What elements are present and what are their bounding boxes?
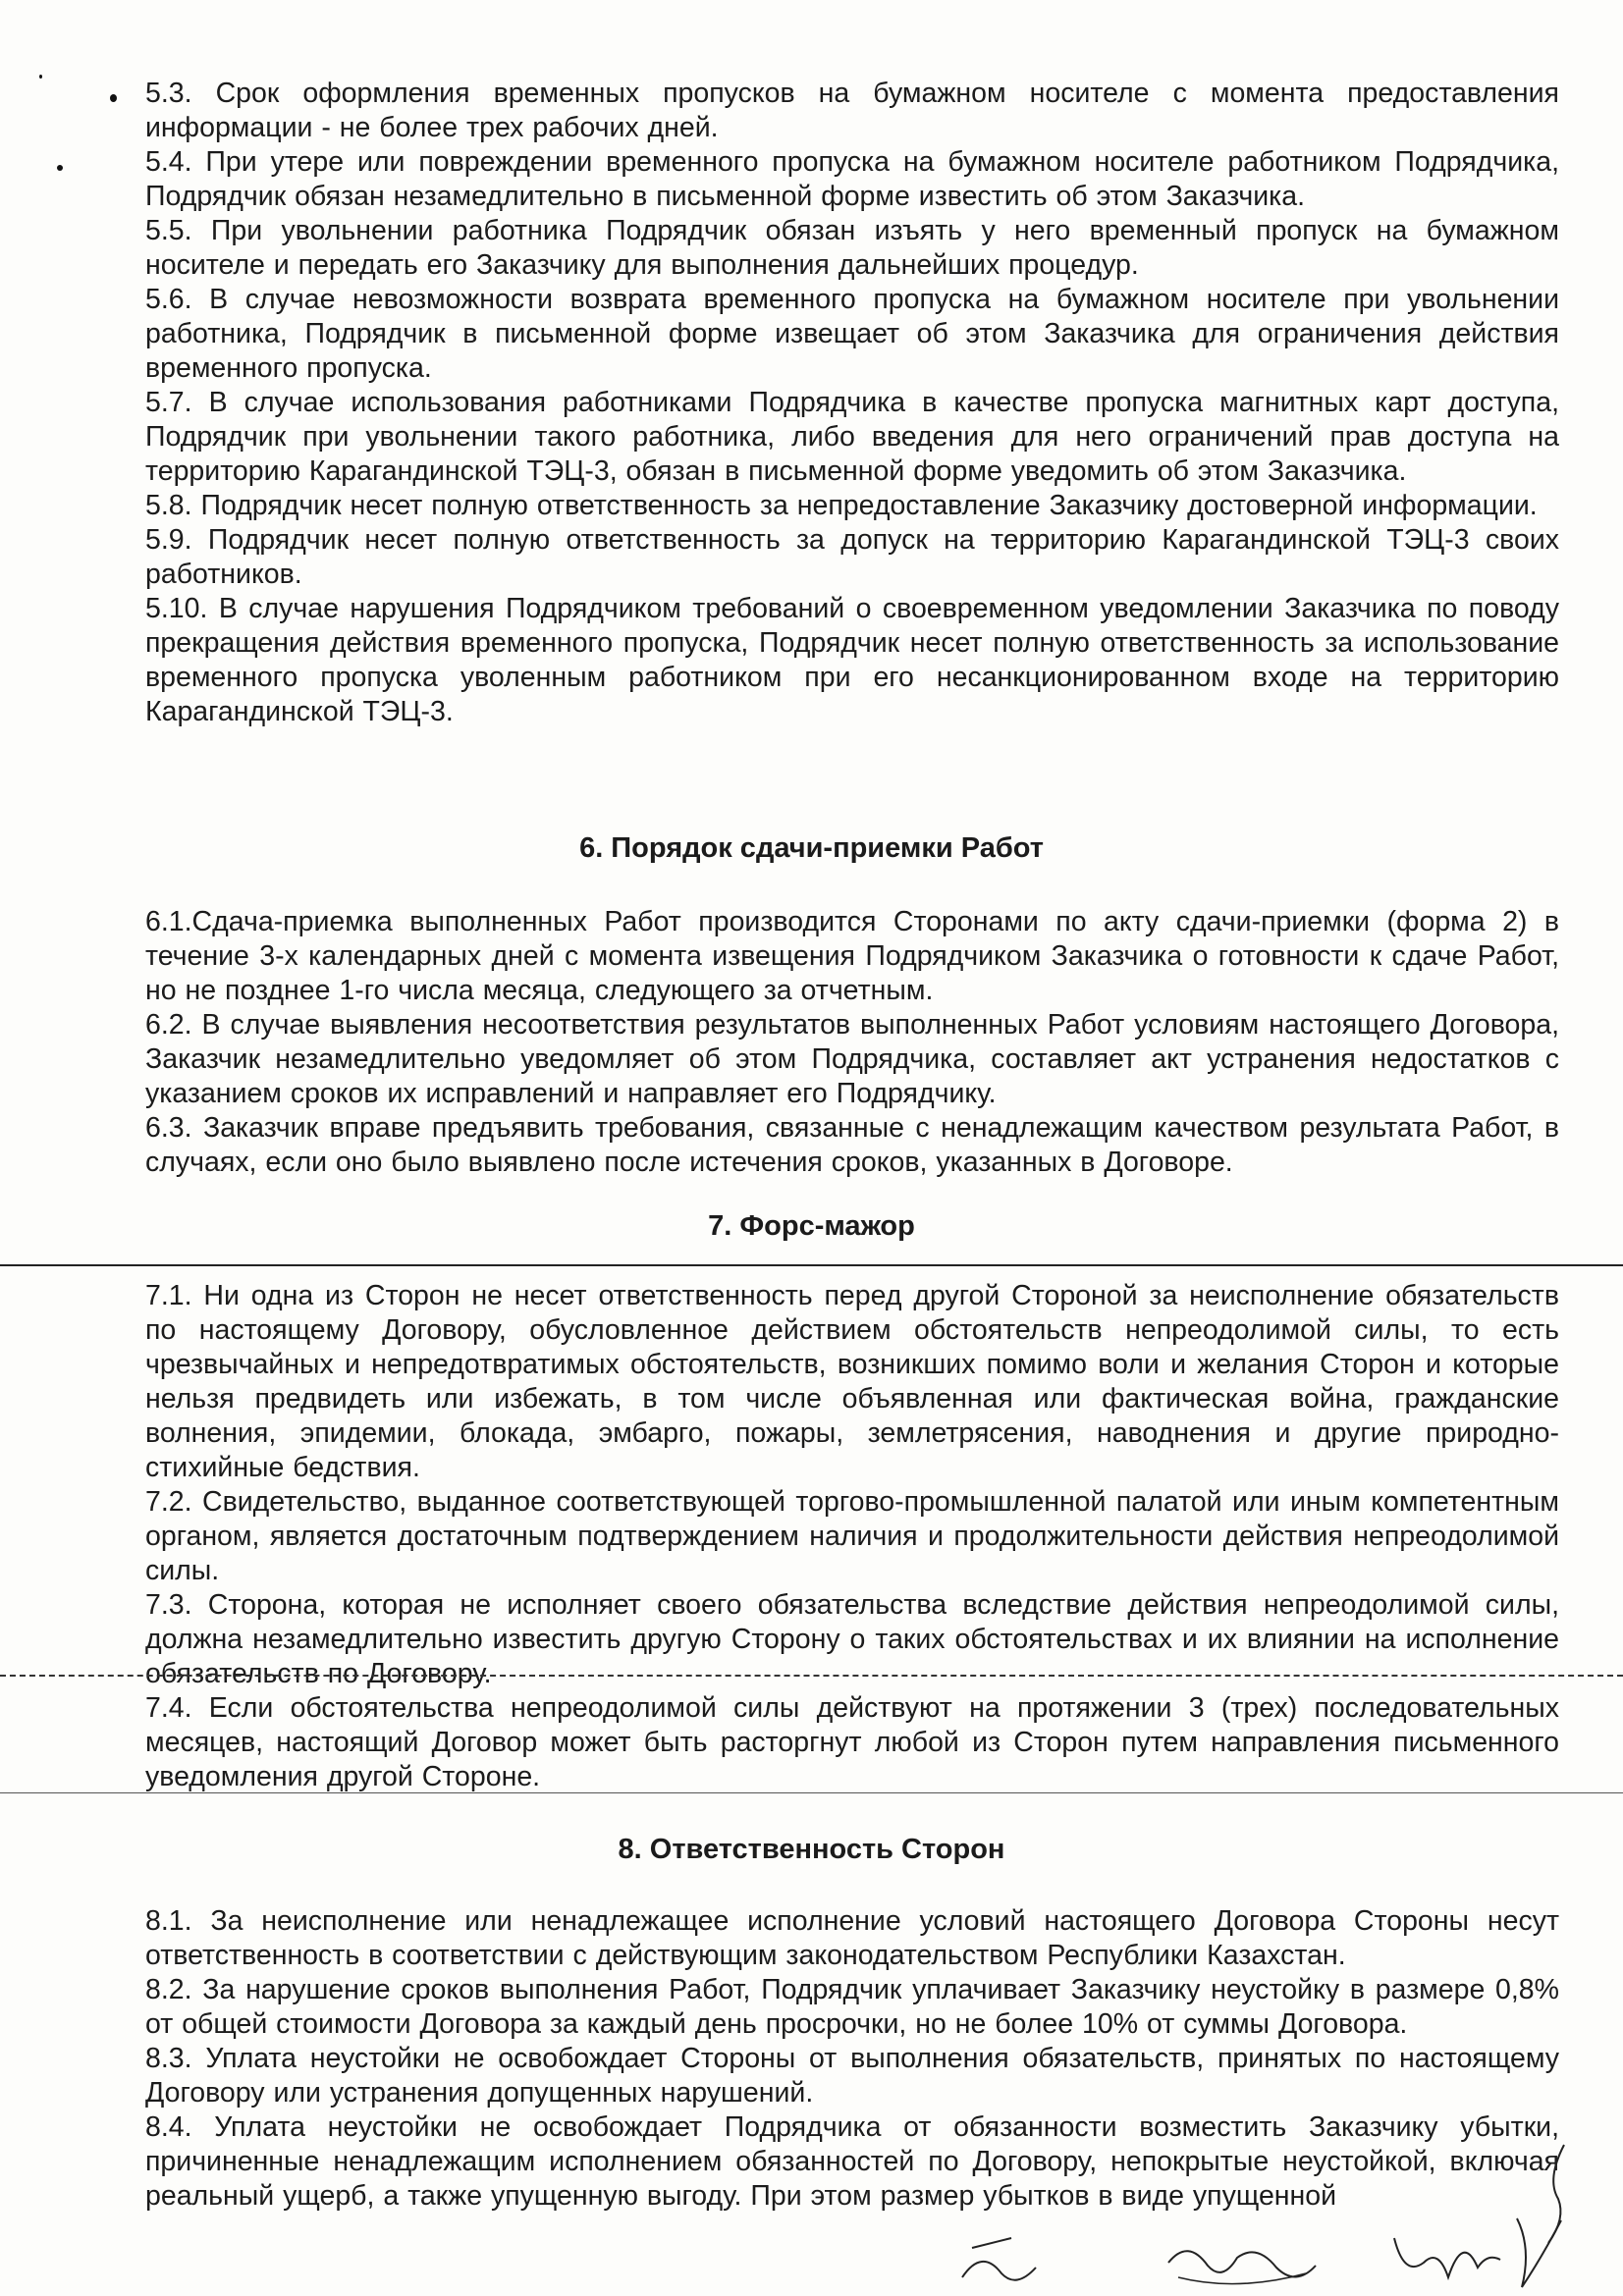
section-6 [145,905,1559,1180]
section-7-title: 7. Форс-мажор [708,1210,915,1242]
clause-6-3: 6.3. Заказчик вправе предъявить требования, связанные с ненадлежащим качеством результата Работ, в случаях, если оно было выявлено после истечения сроков, указанных в Договоре. [145,1112,1559,1178]
section-8-title: 8. Ответственность Сторон [618,1834,1005,1865]
divider-line [0,1792,1623,1793]
scan-line [0,1675,1623,1677]
clause-5-10: 5.10. В случае нарушения Подрядчиком требований о своевременном уведомлении Заказчика по поводу прекращения действия временного пропуска, Подрядчик несет полную ответственность за использование временного пропуска уволенным работником при его несанкционированном входе на территорию Карагандинской ТЭЦ-3. [145,593,1559,727]
scan-mark [57,165,63,171]
margin-signature [1537,2140,1576,2248]
scan-mark [39,75,42,79]
clause-8-3: 8.3. Уплата неустойки не освобождает Стороны от выполнения обязательств, принятых по настоящему Договору или устранения допущенных нарушений. [145,2043,1559,2109]
scan-mark [110,94,117,102]
clause-8-4: 8.4. Уплата неустойки не освобождает Подрядчика от обязанности возместить Заказчику убытки, причиненные ненадлежащим исполнением обязанностей по Договору, непокрытые неустойкой, включая реальный ущерб, а также упущенную выгоду. При этом размер убытков в виде упущенной [145,2111,1559,2212]
handwritten-signatures [943,2209,1571,2296]
section-6-title: 6. Порядок сдачи-приемки Работ [579,832,1044,864]
clause-7-2: 7.2. Свидетельство, выданное соответствующей торгово-промышленной палатой или иным компетентным органом, является достаточным подтверждением наличия и продолжительности действия непреодолимой силы. [145,1486,1559,1586]
clause-5-7: 5.7. В случае использования работниками Подрядчика в качестве пропуска магнитных карт доступа, Подрядчик при увольнении такого работника, либо введения для него ограничений прав доступа на территорию Карагандинской ТЭЦ-3, обязан в письменной форме уведомить об этом Заказчика. [145,387,1559,487]
clause-7-3: 7.3. Сторона, которая не исполняет своего обязательства вследствие действия непреодолимой силы, должна незамедлительно известить другую Сторону о таких обстоятельствах и их влиянии на исполнение обязательств по Договору. [145,1589,1559,1689]
divider-line [0,1264,1623,1266]
clause-5-5: 5.5. При увольнении работника Подрядчик обязан изъять у него временный пропуск на бумажном носителе и передать его Заказчику для выполнения дальнейших процедур. [145,215,1559,281]
clause-8-2: 8.2. За нарушение сроков выполнения Работ, Подрядчик уплачивает Заказчику неустойку в размере 0,8% от общей стоимости Договора за каждый день просрочки, но не более 10% от суммы Договора. [145,1974,1559,2040]
clause-7-1: 7.1. Ни одна из Сторон не несет ответственность перед другой Стороной за неисполнение обязательств по настоящему Договору, обусловленное действием обстоятельств непреодолимой силы, то есть чрезвычайных и непредотвратимых обстоятельств, возникших помимо воли и желания Сторон и которые нельзя предвидеть или избежать, в том числе объявленная или фактическая война, гражданские волнения, эпидемии, блокада, эмбарго, пожары, землетрясения, наводнения и другие природно-стихийные бедствия. [145,1280,1559,1483]
clause-5-8: 5.8. Подрядчик несет полную ответственность за непредоставление Заказчику достоверной информации. [145,490,1538,521]
clause-5-3: 5.3. Срок оформления временных пропусков на бумажном носителе с момента предоставления информации - не более трех рабочих дней. [145,78,1559,143]
clause-5-4: 5.4. При утере или повреждении временного пропуска на бумажном носителе работником Подрядчика, Подрядчик обязан незамедлительно в письменной форме известить об этом Заказчика. [145,146,1559,212]
clause-5-9: 5.9. Подрядчик несет полную ответственность за допуск на территорию Карагандинской ТЭЦ-3 своих работников. [145,524,1559,590]
clause-6-2: 6.2. В случае выявления несоответствия результатов выполненных Работ условиям настоящего Договора, Заказчик незамедлительно уведомляет об этом Подрядчика, составляет акт устранения недостатков с указанием сроков их исправлений и направляет его Подрядчику. [145,1009,1559,1109]
clause-6-1: 6.1.Сдача-приемка выполненных Работ производится Сторонами по акту сдачи-приемки (форма 2) в течение 3-х календарных дней с момента извещения Подрядчиком Заказчика о готовности к сдаче Работ, но не позднее 1-го числа месяца, следующего за отчетным. [145,906,1559,1006]
clause-7-4: 7.4. Если обстоятельства непреодолимой силы действуют на протяжении 3 (трех) последовательных месяцев, настоящий Договор может быть расторгнут любой из Сторон путем направления письменного уведомления другой Стороне. [145,1692,1559,1792]
section-5 [145,77,1559,729]
clause-5-6: 5.6. В случае невозможности возврата временного пропуска на бумажном носителе при увольнении работника, Подрядчик в письменной форме извещает об этом Заказчика для ограничения действия временного пропуска. [145,284,1559,384]
section-7 [145,1279,1559,1794]
section-8 [145,1904,1559,2214]
clause-8-1: 8.1. За неисполнение или ненадлежащее исполнение условий настоящего Договора Стороны несут ответственность в соответствии с действующим законодательством Республики Казахстан. [145,1905,1559,1971]
